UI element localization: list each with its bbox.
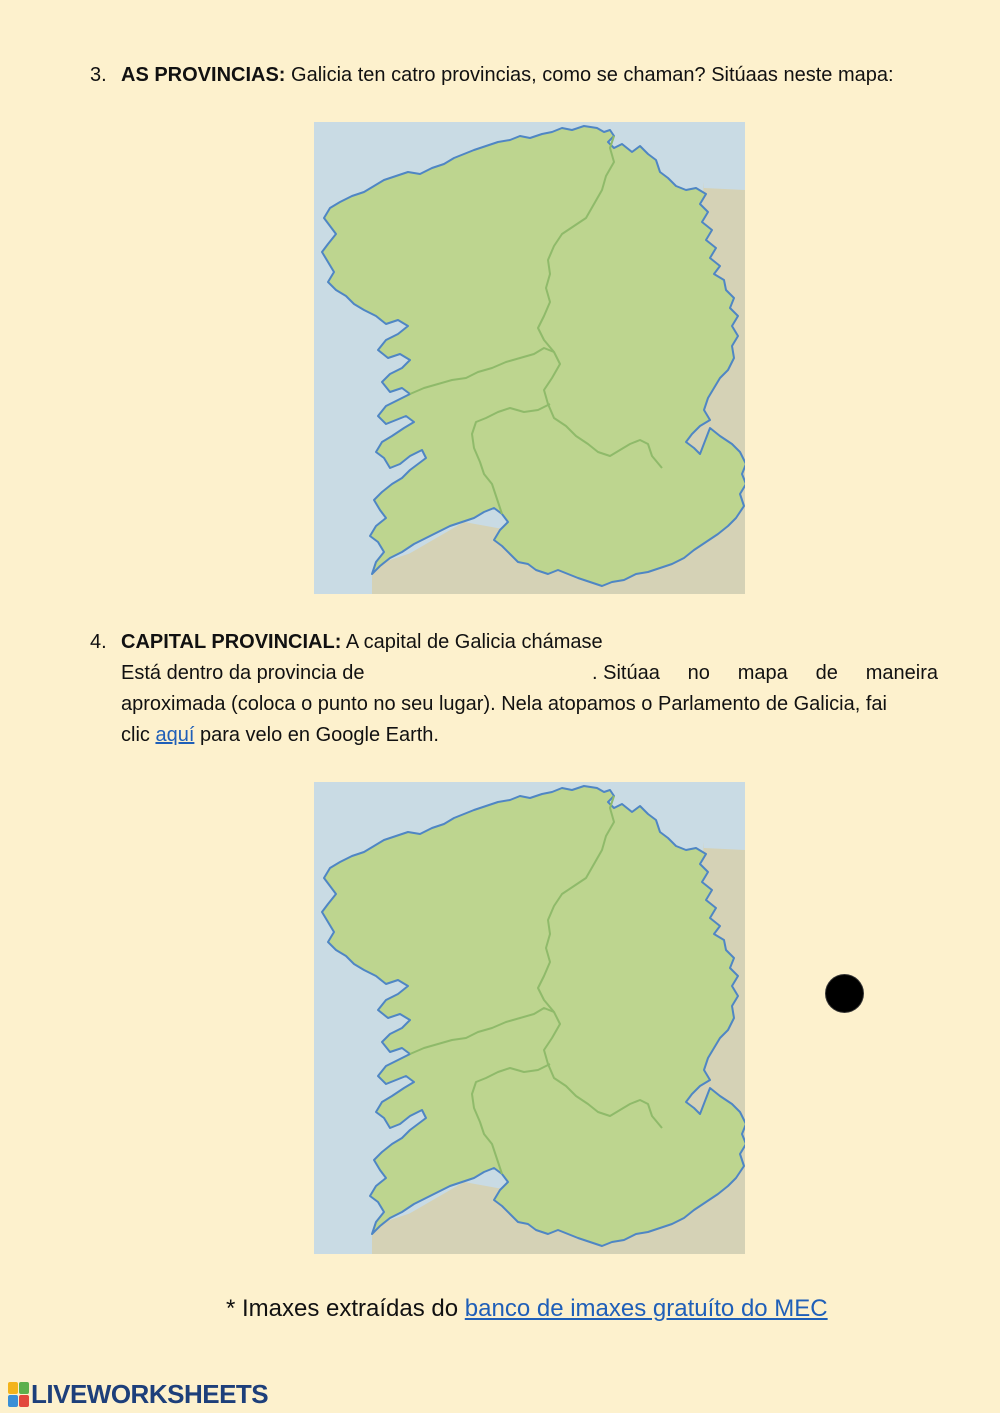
logo-text: LIVEWORKSHEETS bbox=[31, 1379, 269, 1409]
question-4-line4 bbox=[121, 720, 940, 751]
galicia-map-svg bbox=[314, 782, 745, 1254]
credit-prefix: * Imaxes extraídas do bbox=[226, 1295, 465, 1322]
logo-block bbox=[19, 1395, 29, 1407]
word: maneira bbox=[865, 662, 938, 684]
question-3-label: AS PROVINCIAS: bbox=[121, 64, 286, 86]
draggable-capital-dot[interactable] bbox=[826, 975, 863, 1012]
logo-blocks-icon bbox=[8, 1382, 29, 1407]
galicia-map-svg bbox=[314, 122, 745, 594]
question-4-text: A capital de Galicia chámase bbox=[341, 631, 603, 653]
galicia-map-provinces bbox=[314, 122, 745, 594]
logo-block bbox=[19, 1382, 29, 1394]
question-4-line2-right bbox=[592, 658, 938, 689]
galicia-region bbox=[322, 126, 745, 586]
question-4-line3: aproximada (coloca o punto no seu lugar). Nela atopamos o Parlamento de Galicia, fai bbox=[121, 693, 887, 715]
question-number: 4. bbox=[90, 631, 107, 653]
line4-post: para velo en Google Earth. bbox=[194, 724, 439, 746]
galicia-map-capital bbox=[314, 782, 745, 1254]
question-3 bbox=[90, 60, 940, 91]
google-earth-link[interactable]: aquí bbox=[155, 724, 195, 746]
galicia-region bbox=[322, 786, 745, 1246]
question-3-text: Galicia ten catro provincias, como se chaman? Sitúaas neste mapa: bbox=[285, 64, 894, 86]
word: mapa bbox=[737, 662, 788, 684]
word: no bbox=[687, 662, 710, 684]
word: . Sitúaa bbox=[592, 662, 660, 684]
question-4-label: CAPITAL PROVINCIAL: bbox=[121, 631, 342, 653]
mec-image-bank-link[interactable]: banco de imaxes gratuíto do MEC bbox=[464, 1295, 828, 1322]
line4-pre: clic bbox=[121, 724, 156, 746]
word: de bbox=[815, 662, 838, 684]
logo-block bbox=[8, 1382, 18, 1394]
logo-block bbox=[8, 1395, 18, 1407]
province-prompt: Está dentro da provincia de bbox=[121, 662, 365, 684]
liveworksheets-logo bbox=[8, 1379, 268, 1410]
question-number: 3. bbox=[90, 64, 107, 86]
question-4 bbox=[90, 627, 940, 751]
image-credit bbox=[226, 1291, 828, 1327]
